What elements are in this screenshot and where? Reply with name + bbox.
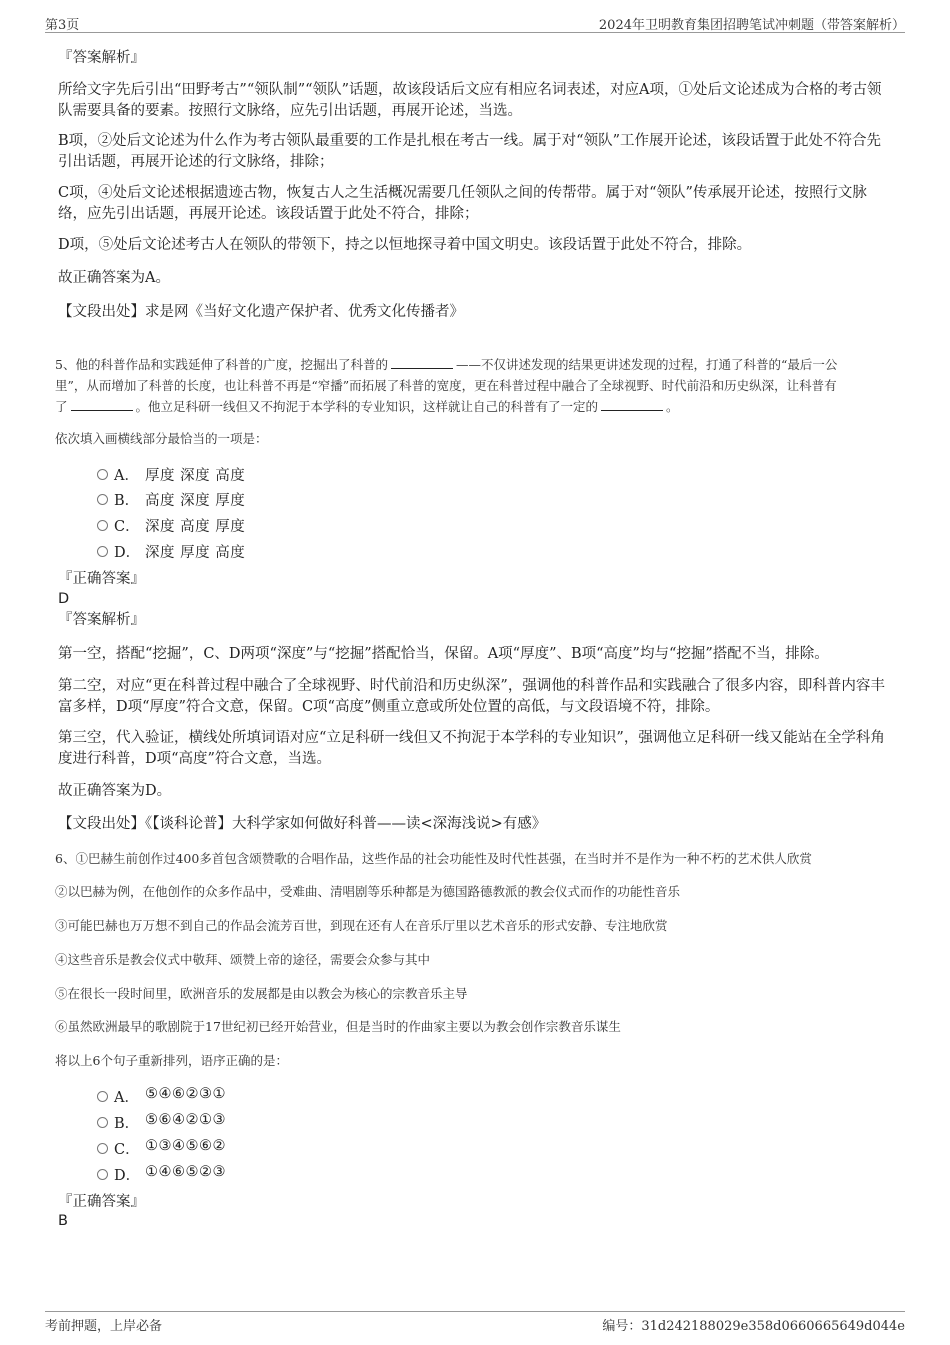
q5-stem: 5、他的科普作品和实践延伸了科普的广度，挖掘出了科普的 ——不仅讲述发现的结果更讲述发现的过程，打通了科普的“最后一公 里”，从而增加了科普的长度，也让科普不再是“窄播”而拓展了科普的宽度，更在科普过程中融合了全球视野、时代前沿和历史纵深，让科普有 了 。他立足科研一线但又不拘泥于本学科的专业知识，这样就让自己的科普有了一定的 。 <box>55 357 838 414</box>
radio-icon[interactable] <box>97 469 108 480</box>
q4-analysis-paragraph: 所给文字先后引出“田野考古”“领队制”“领队”话题，故该段话后文应有相应名词表述，对应A项，①处后文论述成为合格的考古领队需要具备的要素。按照行文脉络，应先引出话题，再展开论述，当选。 <box>58 82 882 119</box>
fill-blank <box>601 398 663 411</box>
q5-option-c[interactable]: C． 深度 高度 厚度 <box>97 515 397 537</box>
q6-correct-answer: B <box>58 1213 68 1229</box>
page-header <box>45 10 905 33</box>
q5-option-a[interactable]: A． 厚度 深度 高度 <box>97 464 397 486</box>
radio-icon[interactable] <box>97 1091 108 1102</box>
page-footer <box>45 1311 905 1334</box>
q4-source: 【文段出处】求是网《当好文化遗产保护者、优秀文化传播者》 <box>58 304 464 320</box>
q6-sentence: ④这些音乐是教会仪式中敬拜、颂赞上帝的途径，需要会众参与其中 <box>55 952 431 967</box>
q5-analysis-paragraph: 第二空，对应“更在科普过程中融合了全球视野、时代前沿和历史纵深”，强调他的科普作品和实践融合了很多内容，即科普内容丰富多样，D项“厚度”符合文意，保留。C项“高度”侧重立意或所处位置的高低，与文段语境不符，排除。 <box>58 678 885 715</box>
q5-source: 【文段出处】《【谈科论普】大科学家如何做好科普——读<深海浅说>有感》 <box>58 816 547 832</box>
q6-option-a[interactable]: A． ⑤④⑥②③① <box>97 1086 397 1108</box>
q4-analysis-paragraph: D项，⑤处后文论述考古人在领队的带领下，持之以恒地探寻着中国文明史。该段话置于此处不符合，排除。 <box>58 237 752 253</box>
radio-icon[interactable] <box>97 520 108 531</box>
q6-prompt: 将以上6个句子重新排列，语序正确的是： <box>55 1053 288 1068</box>
q6-correct-label: 『正确答案』 <box>58 1194 145 1210</box>
q5-prompt: 依次填入画横线部分最恰当的一项是： <box>55 431 268 446</box>
page-number: 第3页 <box>45 18 80 33</box>
radio-icon[interactable] <box>97 1117 108 1128</box>
q5-correct-label: 『正确答案』 <box>58 571 145 587</box>
q6-option-d[interactable]: D． ①④⑥⑤②③ <box>97 1164 397 1186</box>
q6-sentence: ⑥虽然欧洲最早的歌剧院于17世纪初已经开始营业，但是当时的作曲家主要以为教会创作宗教音乐谋生 <box>55 1019 621 1034</box>
radio-icon[interactable] <box>97 494 108 505</box>
q6-sentence: ②以巴赫为例，在他创作的众多作品中，受难曲、清唱剧等乐种都是为德国路德教派的教会仪式而作的功能性音乐 <box>55 884 681 899</box>
q6-sentence: 6、①巴赫生前创作过400多首包含颂赞歌的合唱作品，这些作品的社会功能性及时代性甚强，在当时并不是作为一种不朽的艺术供人欣赏 <box>55 851 812 866</box>
q5-analysis-label: 『答案解析』 <box>58 612 145 628</box>
fill-blank <box>391 356 453 369</box>
q4-analysis-label: 『答案解析』 <box>58 50 145 66</box>
radio-icon[interactable] <box>97 1169 108 1180</box>
q5-option-b[interactable]: B． 高度 深度 厚度 <box>97 489 397 511</box>
footer-slogan: 考前押题，上岸必备 <box>45 1319 163 1334</box>
q4-analysis-paragraph: B项，②处后文论述为什么作为考古领队最重要的工作是扎根在考古一线。属于对“领队”工作展开论述，该段话置于此处不符合先引出话题，再展开论述的行文脉络，排除； <box>58 133 881 170</box>
q6-sentence: ⑤在很长一段时间里，欧洲音乐的发展都是由以教会为核心的宗教音乐主导 <box>55 986 468 1001</box>
q6-option-c[interactable]: C． ①③④⑤⑥② <box>97 1138 397 1160</box>
q5-analysis-paragraph: 第一空，搭配“挖掘”，C、D两项“深度”与“挖掘”搭配恰当，保留。A项“厚度”、B项“高度”均与“挖掘”搭配不当，排除。 <box>58 646 829 662</box>
document-code: 编号：31d242188029e358d0660665649d044e <box>602 1319 905 1334</box>
document-title: 2024年卫明教育集团招聘笔试冲刺题（带答案解析） <box>598 18 905 33</box>
q5-correct-answer: D <box>58 591 70 607</box>
q5-answer-line: 故正确答案为D。 <box>58 783 172 799</box>
radio-icon[interactable] <box>97 1143 108 1154</box>
q6-sentence: ③可能巴赫也万万想不到自己的作品会流芳百世，到现在还有人在音乐厅里以艺术音乐的形式安静、专注地欣赏 <box>55 918 668 933</box>
fill-blank <box>71 398 133 411</box>
radio-icon[interactable] <box>97 546 108 557</box>
q6-option-b[interactable]: B． ⑤⑥④②①③ <box>97 1112 397 1134</box>
q5-option-d[interactable]: D． 深度 厚度 高度 <box>97 541 397 563</box>
q5-analysis-paragraph: 第三空，代入验证，横线处所填词语对应“立足科研一线但又不拘泥于本学科的专业知识”，强调他立足科研一线又能站在全学科角度进行科普，D项“高度”符合文意，当选。 <box>58 730 885 767</box>
q4-analysis-paragraph: C项，④处后文论述根据遗迹古物，恢复古人之生活概况需要几任领队之间的传帮带。属于对“领队”传承展开论述，按照行文脉络，应先引出话题，再展开论述。该段话置于此处不符合，排除； <box>58 185 867 222</box>
q4-answer-line: 故正确答案为A。 <box>58 270 170 286</box>
